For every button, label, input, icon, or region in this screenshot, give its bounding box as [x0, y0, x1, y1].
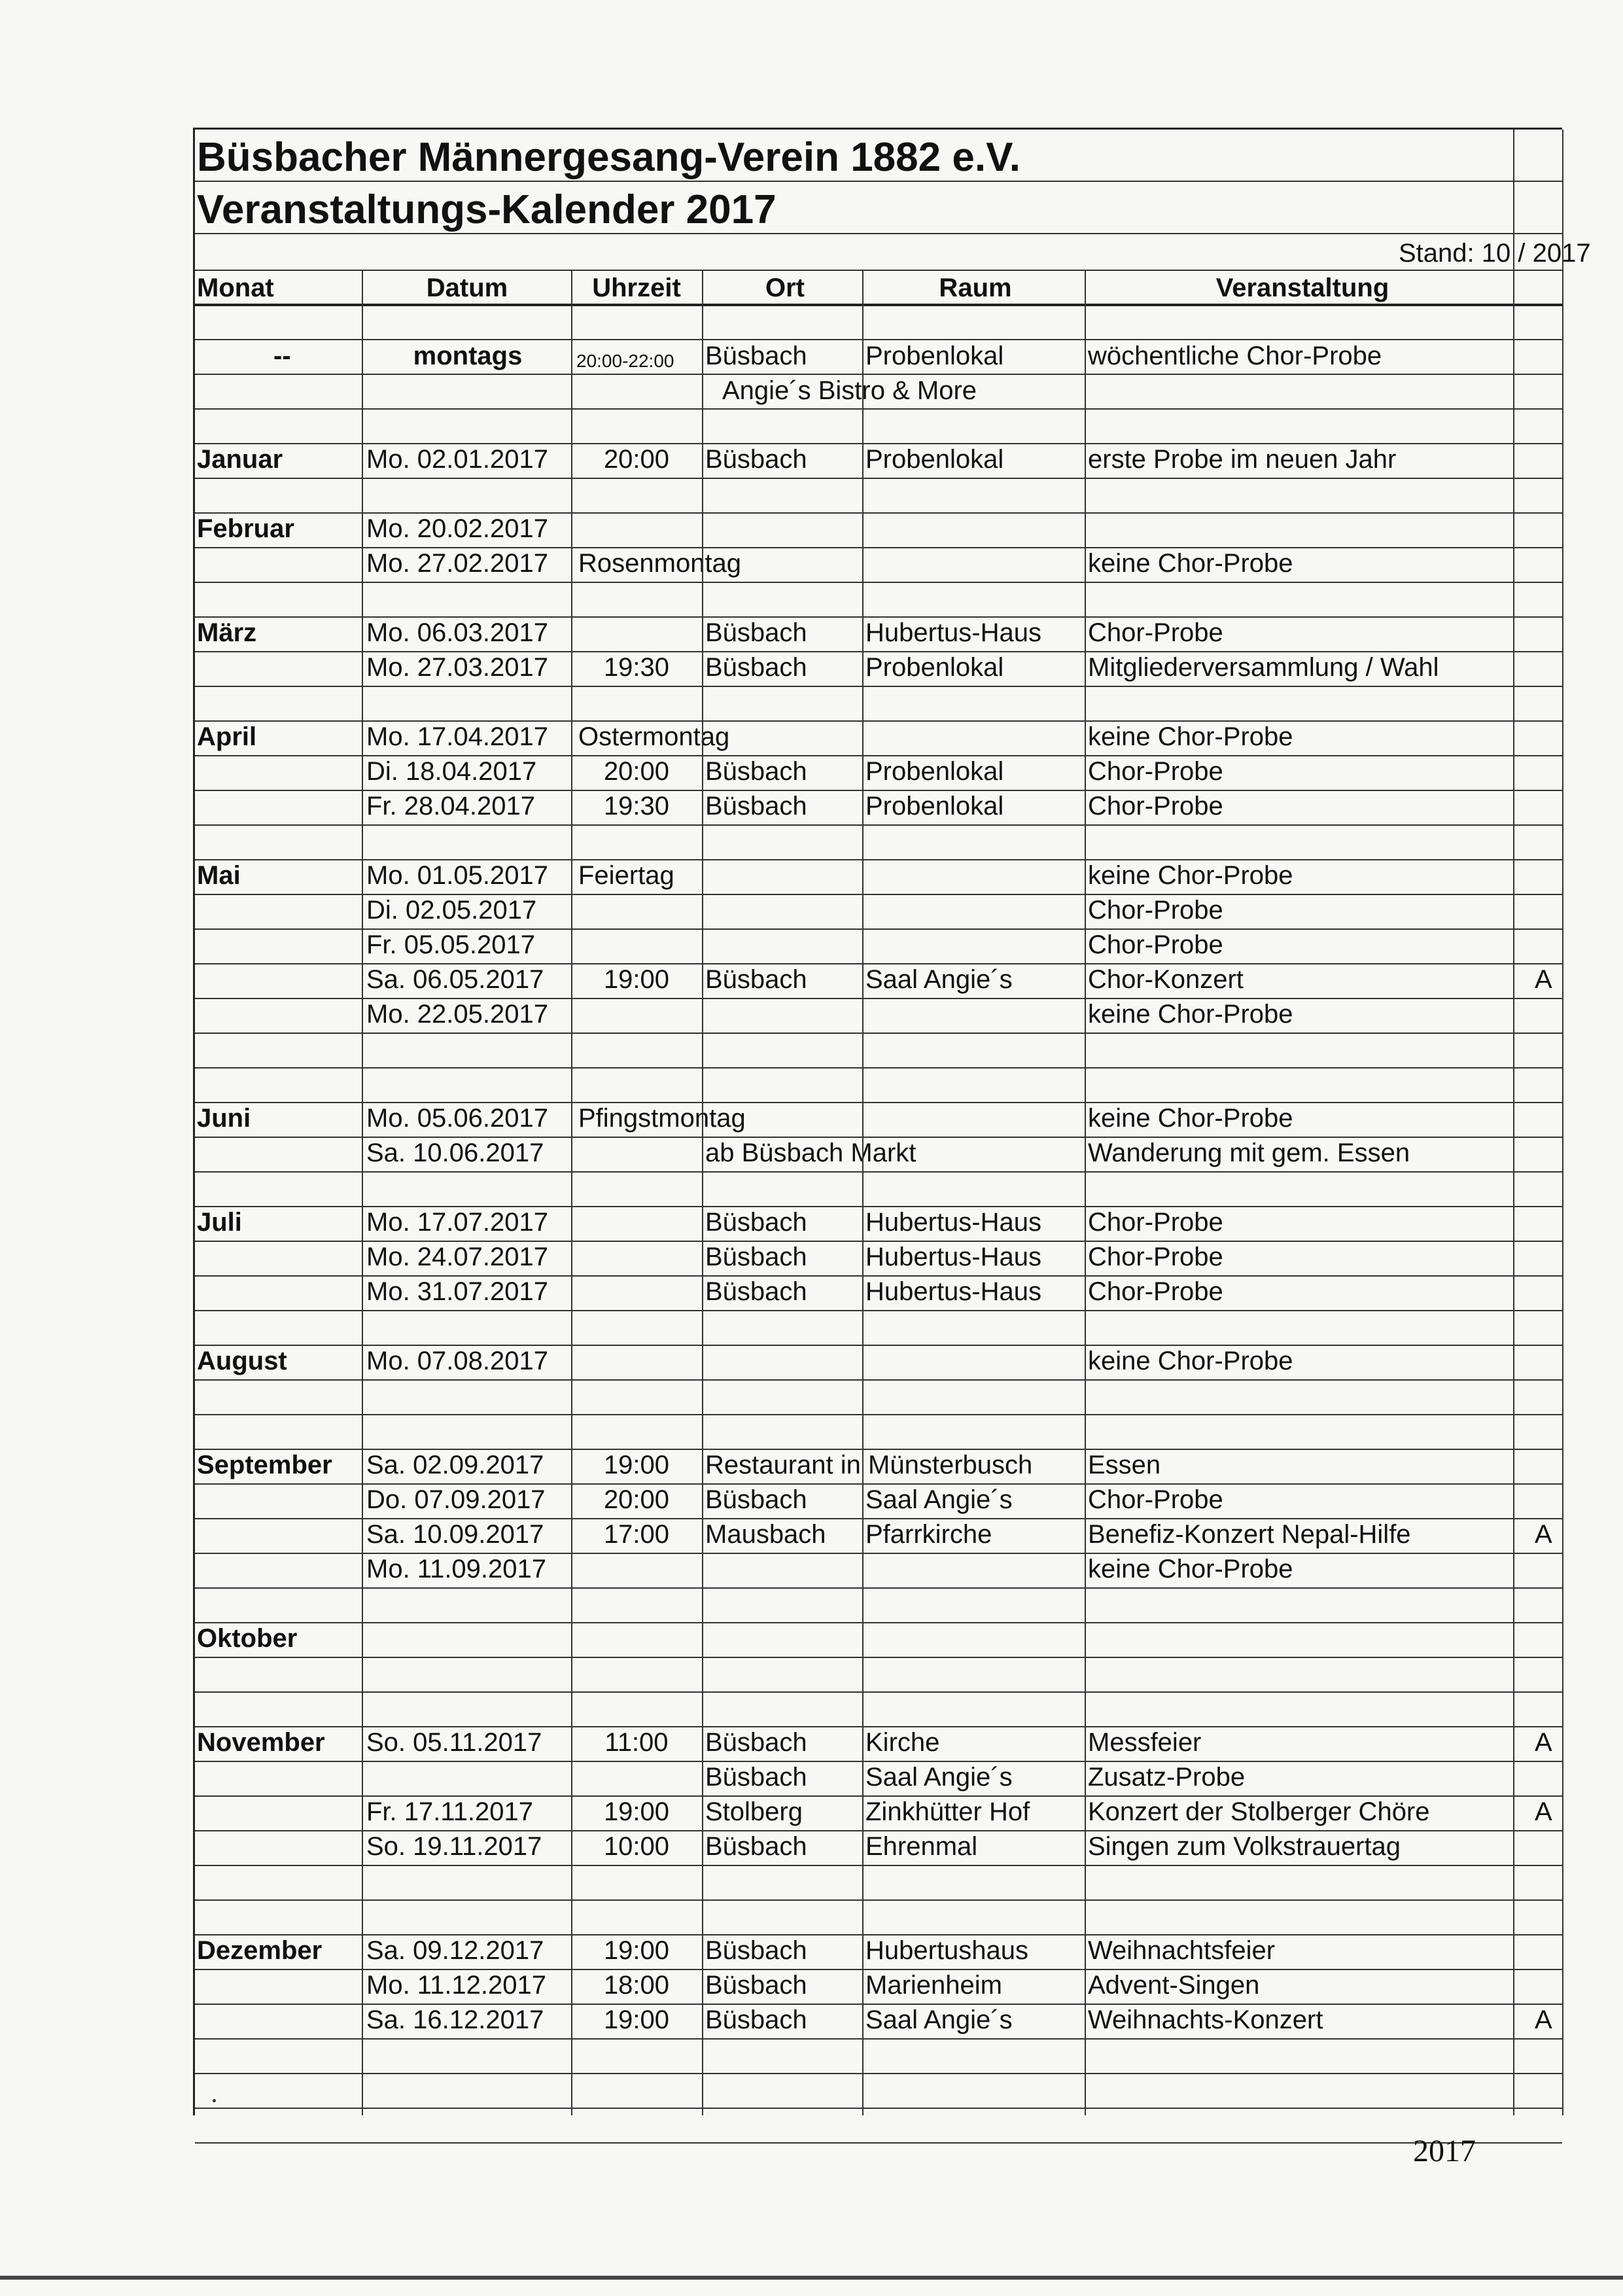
cell-raum: Ehrenmal — [865, 1832, 978, 1861]
cell-monat: Juli — [197, 1208, 242, 1237]
weekly-row — [195, 339, 1562, 374]
table-row — [195, 1240, 1562, 1275]
grid-row-line — [195, 1483, 1562, 1485]
cell-datum: So. 05.11.2017 — [366, 1728, 542, 1757]
grid-row-line — [195, 1171, 1562, 1173]
cell-uhrzeit: 11:00 — [604, 1728, 669, 1757]
cell-veranstaltung: Chor-Probe — [1088, 792, 1223, 821]
grid-row-line — [195, 1067, 1562, 1069]
grid-row-line — [195, 443, 1562, 444]
cell-datum: Di. 18.04.2017 — [366, 757, 537, 786]
cell-ort: Büsbach — [705, 1208, 807, 1237]
cell-raum: Saal Angie´s — [865, 2005, 1013, 2034]
cell-veranstaltung: Singen zum Volkstrauertag — [1088, 1832, 1401, 1861]
grid-row-line — [195, 1310, 1562, 1311]
cell-raum: Saal Angie´s — [865, 1485, 1013, 1514]
weekly-veranstaltung: wöchentliche Chor-Probe — [1088, 342, 1382, 370]
cell-veranstaltung: Zusatz-Probe — [1088, 1763, 1246, 1792]
cell-ort: Büsbach — [705, 618, 807, 647]
cell-veranstaltung: Advent-Singen — [1088, 1971, 1260, 2000]
grid-row-line — [195, 1934, 1562, 1935]
grid-row-line — [195, 651, 1562, 652]
cell-veranstaltung: keine Chor-Probe — [1088, 1104, 1293, 1133]
cell-veranstaltung: Messfeier — [1088, 1728, 1202, 1757]
table-row — [195, 720, 1562, 754]
table-row — [195, 1934, 1562, 1968]
cell-raum: Hubertushaus — [865, 1936, 1029, 1965]
cell-datum: Mo. 02.01.2017 — [366, 445, 548, 474]
cell-datum: Sa. 10.06.2017 — [366, 1139, 544, 1167]
grid-row-line — [195, 1622, 1562, 1623]
cell-uhrzeit: 20:00 — [603, 1485, 670, 1514]
grid-row-line — [195, 1865, 1562, 1866]
grid-row-line — [195, 1657, 1562, 1658]
cell-veranstaltung: keine Chor-Probe — [1088, 549, 1293, 578]
grid-row-line — [195, 408, 1562, 410]
col-header-ort: Ort — [765, 274, 805, 302]
table-row — [195, 963, 1562, 997]
cell-datum: Sa. 06.05.2017 — [366, 965, 544, 994]
cell-raum: Probenlokal — [865, 653, 1004, 682]
grid-row-line — [195, 304, 1562, 306]
grid-row-line — [195, 1726, 1562, 1727]
cell-uhrzeit: 20:00 — [603, 445, 670, 474]
cell-datum: Mo. 07.08.2017 — [366, 1347, 548, 1375]
table-row — [195, 2003, 1562, 2038]
cell-datum: Fr. 28.04.2017 — [366, 792, 535, 821]
cell-ort: Mausbach — [705, 1520, 826, 1549]
cell-datum: Fr. 17.11.2017 — [366, 1797, 533, 1826]
table-row — [195, 650, 1562, 685]
weekly-ort: Büsbach — [705, 342, 807, 370]
calendar-title: Veranstaltungs-Kalender 2017 — [197, 187, 777, 232]
cell-monat: November — [197, 1728, 325, 1757]
cell-raum: Pfarrkirche — [865, 1520, 992, 1549]
cell-veranstaltung: Essen — [1088, 1451, 1161, 1479]
table-row — [195, 1448, 1562, 1483]
cell-uhrzeit: 19:00 — [603, 1936, 670, 1965]
cell-datum: Mo. 06.03.2017 — [366, 618, 548, 647]
scan-edge — [0, 2276, 1623, 2280]
table-row — [195, 616, 1562, 650]
cell-veranstaltung: Chor-Probe — [1088, 618, 1223, 647]
weekly-monat: -- — [273, 342, 291, 370]
table-row — [195, 1344, 1562, 1379]
cell-uhrzeit: Feiertag — [578, 861, 674, 890]
cell-monat: August — [197, 1347, 287, 1375]
grid-row-line — [195, 1795, 1562, 1797]
table-row — [195, 1621, 1562, 1656]
cell-veranstaltung: Wanderung mit gem. Essen — [1088, 1139, 1410, 1167]
weekly-location-line2: Angie´s Bistro & More — [722, 376, 977, 405]
grid-row-line — [195, 1033, 1562, 1034]
cell-flag: A — [1535, 1797, 1552, 1826]
grid-col-line — [571, 270, 572, 2115]
stand-date: Stand: 10 / 2017 — [1399, 239, 1591, 268]
footer-year: 2017 — [1413, 2134, 1476, 2168]
grid-row-line — [195, 1275, 1562, 1277]
cell-datum: Mo. 17.07.2017 — [366, 1208, 548, 1237]
cell-raum: Probenlokal — [865, 792, 1004, 821]
cell-veranstaltung: Chor-Probe — [1088, 757, 1223, 786]
grid-row-line — [195, 1449, 1562, 1450]
cell-ort: Stolberg — [705, 1797, 803, 1826]
cell-ort: Büsbach — [705, 2005, 807, 2034]
table-row — [195, 1205, 1562, 1240]
cell-veranstaltung: Chor-Probe — [1088, 1208, 1223, 1237]
cell-ort: Büsbach — [705, 1832, 807, 1861]
cell-monat: Oktober — [197, 1624, 298, 1653]
cell-veranstaltung: Chor-Probe — [1088, 1277, 1223, 1306]
cell-veranstaltung: Konzert der Stolberger Chöre — [1088, 1797, 1430, 1826]
grid-col-line — [702, 270, 703, 2115]
table-row — [195, 928, 1562, 963]
table-row — [195, 1829, 1562, 1864]
cell-datum: Mo. 22.05.2017 — [366, 1000, 548, 1029]
table-row — [195, 1760, 1562, 1795]
cell-uhrzeit: 18:00 — [603, 1971, 670, 2000]
grid-row-line — [195, 1345, 1562, 1346]
cell-veranstaltung: Benefiz-Konzert Nepal-Hilfe — [1088, 1520, 1411, 1549]
cell-uhrzeit: 19:00 — [603, 1797, 670, 1826]
grid-col-line — [862, 270, 864, 2115]
cell-raum: Saal Angie´s — [865, 965, 1013, 994]
col-header-veranstaltung: Veranstaltung — [1215, 274, 1389, 302]
cell-ort: Büsbach — [705, 445, 807, 474]
cell-datum: So. 19.11.2017 — [366, 1832, 542, 1861]
grid-row-line — [195, 790, 1562, 791]
cell-uhrzeit: 20:00 — [603, 757, 670, 786]
col-header-monat: Monat — [197, 274, 274, 302]
cell-raum: Probenlokal — [865, 445, 1004, 474]
cell-monat: Mai — [197, 861, 241, 890]
cell-veranstaltung: keine Chor-Probe — [1088, 1555, 1293, 1583]
grid-row-line — [195, 720, 1562, 722]
grid-row-line — [195, 2073, 1562, 2074]
cell-ort: ab Büsbach Markt — [705, 1139, 916, 1167]
cell-raum: Kirche — [865, 1728, 940, 1757]
grid-row-line — [195, 547, 1562, 548]
grid-row-line — [195, 339, 1562, 340]
grid-row-line — [195, 963, 1562, 964]
col-header-datum: Datum — [426, 274, 508, 302]
cell-uhrzeit: 19:00 — [603, 1451, 670, 1479]
cell-datum: Mo. 05.06.2017 — [366, 1104, 548, 1133]
cell-datum: Mo. 27.02.2017 — [366, 549, 548, 578]
cell-flag: A — [1535, 1520, 1552, 1549]
cell-monat: Januar — [197, 445, 283, 474]
grid-row-line — [195, 1969, 1562, 1970]
cell-ort: Büsbach — [705, 792, 807, 821]
cell-ort: Restaurant in Münsterbusch — [705, 1451, 1033, 1479]
col-header-raum: Raum — [939, 274, 1012, 302]
table-row — [195, 858, 1562, 893]
cell-uhrzeit: Rosenmontag — [578, 549, 742, 578]
grid-row-line — [195, 582, 1562, 583]
cell-monat: März — [197, 618, 257, 647]
cell-monat: September — [197, 1451, 332, 1479]
cell-datum: Mo. 20.02.2017 — [366, 514, 548, 543]
grid-row-line — [195, 998, 1562, 999]
grid-col-line — [1562, 130, 1563, 2115]
grid-row-line — [195, 2108, 1562, 2109]
cell-veranstaltung: Chor-Probe — [1088, 1485, 1223, 1514]
cell-raum: Probenlokal — [865, 757, 1004, 786]
table-row — [195, 997, 1562, 1032]
table-row — [195, 442, 1562, 477]
cell-datum: Fr. 05.05.2017 — [366, 930, 535, 959]
grid-row-line — [195, 824, 1562, 826]
cell-raum: Hubertus-Haus — [865, 1277, 1042, 1306]
grid-row-line — [195, 928, 1562, 930]
weekly-uhrzeit: 20:00-22:00 — [576, 351, 674, 371]
cell-datum: Mo. 17.04.2017 — [366, 722, 548, 751]
cell-ort: Büsbach — [705, 1728, 807, 1757]
cell-veranstaltung: keine Chor-Probe — [1088, 861, 1293, 890]
cell-uhrzeit: 19:00 — [603, 965, 670, 994]
grid-row-line — [195, 512, 1562, 514]
cell-veranstaltung: Chor-Probe — [1088, 896, 1223, 925]
cell-uhrzeit: 19:00 — [603, 2005, 670, 2034]
grid-row-line — [195, 1761, 1562, 1762]
table-row — [195, 1795, 1562, 1829]
cell-datum: Mo. 24.07.2017 — [366, 1243, 548, 1271]
cell-raum: Hubertus-Haus — [865, 618, 1042, 647]
grid-row-line — [195, 2038, 1562, 2040]
grid-row-line — [195, 270, 1562, 271]
table-row — [195, 1968, 1562, 2003]
weekly-raum: Probenlokal — [865, 342, 1004, 370]
grid-row-line — [195, 1102, 1562, 1103]
cell-flag: A — [1535, 2005, 1552, 2034]
grid-row-line — [195, 1691, 1562, 1693]
grid-row-line — [195, 1137, 1562, 1138]
table-row — [195, 1101, 1562, 1136]
cell-veranstaltung: Chor-Probe — [1088, 930, 1223, 959]
cell-raum: Marienheim — [865, 1971, 1002, 2000]
cell-datum: Do. 07.09.2017 — [366, 1485, 546, 1514]
scan-dot — [213, 2099, 216, 2102]
table-row — [195, 754, 1562, 789]
grid-row-line — [195, 686, 1562, 687]
cell-veranstaltung: keine Chor-Probe — [1088, 722, 1293, 751]
weekly-datum: montags — [413, 342, 523, 370]
cell-ort: Büsbach — [705, 1763, 807, 1792]
cell-veranstaltung: keine Chor-Probe — [1088, 1000, 1293, 1029]
cell-datum: Sa. 02.09.2017 — [366, 1451, 544, 1479]
table-row — [195, 789, 1562, 824]
cell-datum: Sa. 09.12.2017 — [366, 1936, 544, 1965]
calendar-table — [193, 128, 1591, 2115]
cell-ort: Büsbach — [705, 653, 807, 682]
cell-datum: Sa. 10.09.2017 — [366, 1520, 544, 1549]
grid-col-line — [1513, 130, 1514, 2115]
grid-row-line — [195, 894, 1562, 895]
grid-row-line — [195, 2142, 1562, 2144]
cell-ort: Büsbach — [705, 965, 807, 994]
grid-row-line — [195, 181, 1562, 182]
cell-datum: Di. 02.05.2017 — [366, 896, 537, 925]
cell-monat: Dezember — [197, 1936, 323, 1965]
cell-ort: Büsbach — [705, 757, 807, 786]
table-row — [195, 1725, 1562, 1760]
table-row — [195, 1483, 1562, 1517]
cell-veranstaltung: Mitgliederversammlung / Wahl — [1088, 653, 1439, 682]
cell-ort: Büsbach — [705, 1971, 807, 2000]
club-title: Büsbacher Männergesang-Verein 1882 e.V. — [197, 135, 1021, 180]
cell-veranstaltung: Weihnachtsfeier — [1088, 1936, 1276, 1965]
cell-raum: Saal Angie´s — [865, 1763, 1013, 1792]
cell-uhrzeit: Ostermontag — [578, 722, 730, 751]
table-row — [195, 1275, 1562, 1309]
cell-ort: Büsbach — [705, 1277, 807, 1306]
grid-row-line — [195, 859, 1562, 860]
cell-uhrzeit: 19:30 — [603, 792, 670, 821]
cell-flag: A — [1535, 1728, 1552, 1757]
grid-row-line — [195, 1414, 1562, 1415]
cell-raum: Zinkhütter Hof — [865, 1797, 1030, 1826]
grid-row-line — [195, 755, 1562, 756]
table-row — [195, 1517, 1562, 1552]
grid-row-line — [195, 1587, 1562, 1589]
cell-datum: Mo. 31.07.2017 — [366, 1277, 548, 1306]
cell-monat: Juni — [197, 1104, 251, 1133]
grid-row-line — [195, 1830, 1562, 1831]
grid-row-line — [195, 1899, 1562, 1901]
cell-datum: Mo. 27.03.2017 — [366, 653, 548, 682]
grid-row-line — [195, 1379, 1562, 1381]
cell-ort: Büsbach — [705, 1243, 807, 1271]
table-row — [195, 1552, 1562, 1587]
grid-row-line — [195, 2004, 1562, 2005]
table-row — [195, 893, 1562, 928]
cell-veranstaltung: Chor-Konzert — [1088, 965, 1244, 994]
grid-row-line — [195, 478, 1562, 479]
cell-monat: Februar — [197, 514, 294, 543]
cell-uhrzeit: 17:00 — [603, 1520, 670, 1549]
cell-datum: Mo. 01.05.2017 — [366, 861, 548, 890]
weekly-row-location — [195, 374, 1562, 408]
cell-ort: Büsbach — [705, 1936, 807, 1965]
cell-veranstaltung: Chor-Probe — [1088, 1243, 1223, 1271]
cell-datum: Sa. 16.12.2017 — [366, 2005, 544, 2034]
grid-row-line — [195, 1553, 1562, 1554]
col-header-uhrzeit: Uhrzeit — [592, 274, 681, 302]
grid-row-line — [195, 616, 1562, 618]
cell-uhrzeit: 19:30 — [603, 653, 670, 682]
cell-ort: Büsbach — [705, 1485, 807, 1514]
cell-datum: Mo. 11.09.2017 — [366, 1555, 547, 1583]
cell-raum: Hubertus-Haus — [865, 1243, 1042, 1271]
grid-col-line — [1085, 270, 1086, 2115]
grid-col-line — [362, 270, 363, 2115]
cell-veranstaltung: keine Chor-Probe — [1088, 1347, 1293, 1375]
cell-uhrzeit: Pfingstmontag — [578, 1104, 746, 1133]
table-row — [195, 1136, 1562, 1171]
table-row — [195, 512, 1562, 546]
cell-raum: Hubertus-Haus — [865, 1208, 1042, 1237]
table-row — [195, 546, 1562, 581]
cell-monat: April — [197, 722, 257, 751]
grid-row-line — [195, 1518, 1562, 1519]
cell-uhrzeit: 10:00 — [603, 1832, 670, 1861]
cell-veranstaltung: Weihnachts-Konzert — [1088, 2005, 1323, 2034]
grid-row-line — [195, 233, 1562, 234]
grid-row-line — [195, 1206, 1562, 1207]
cell-datum: Mo. 11.12.2017 — [366, 1971, 547, 2000]
cell-flag: A — [1535, 965, 1552, 994]
grid-row-line — [195, 374, 1562, 375]
cell-veranstaltung: erste Probe im neuen Jahr — [1088, 445, 1397, 474]
grid-row-line — [195, 1241, 1562, 1242]
